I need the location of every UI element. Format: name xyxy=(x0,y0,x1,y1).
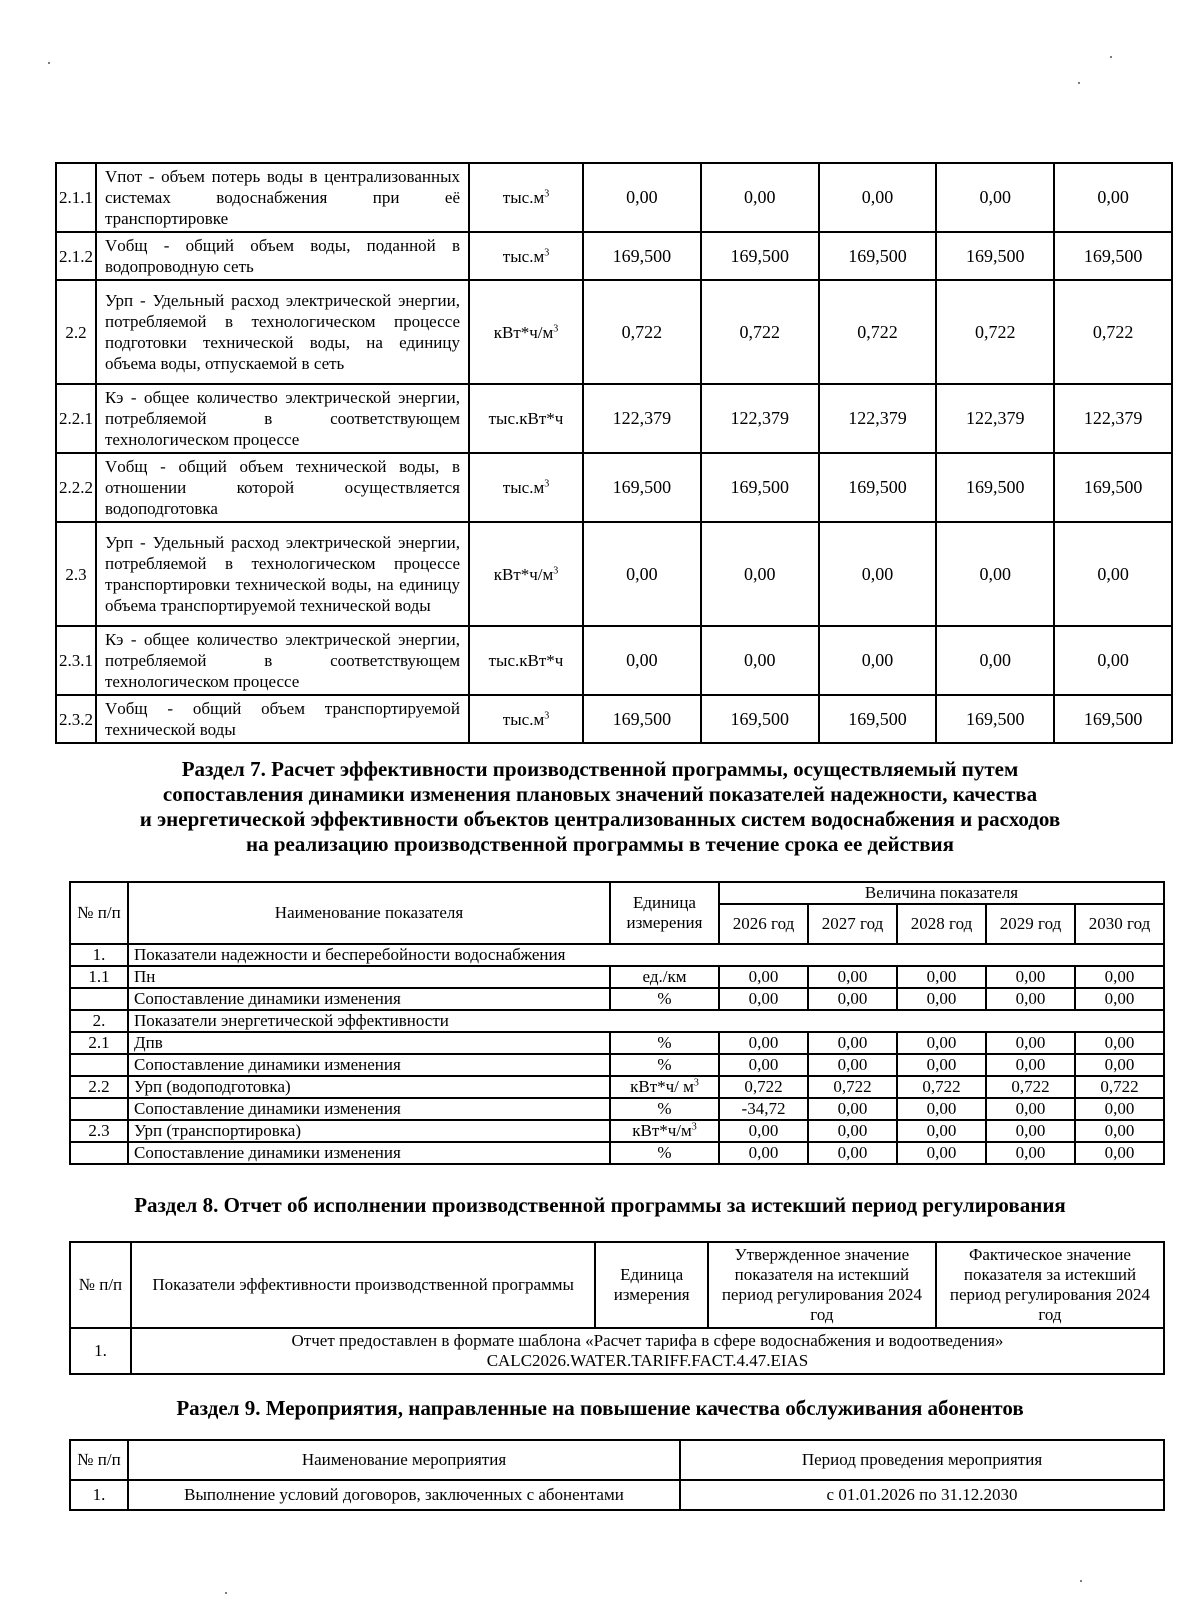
indicators-table-body xyxy=(56,163,1172,743)
row-value: 0,00 xyxy=(701,522,819,626)
indicator-value: 0,00 xyxy=(897,1032,986,1054)
indicator-value: 0,00 xyxy=(986,966,1075,988)
unit-text: % xyxy=(657,1055,672,1074)
indicator-value: 0,00 xyxy=(897,1054,986,1076)
table-row xyxy=(56,384,1172,453)
row-unit xyxy=(469,522,583,626)
indicator-value: 0,00 xyxy=(719,988,808,1010)
section7-efficiency-table xyxy=(69,881,1165,1165)
header-year: 2026 год xyxy=(719,904,808,944)
row-value: 169,500 xyxy=(819,232,937,280)
row-num: 2.3 xyxy=(56,522,96,626)
section8-title: Раздел 8. Отчет об исполнении производственной программы за истекший период регулирования xyxy=(134,1193,1066,1217)
indicator-value: 0,00 xyxy=(986,1032,1075,1054)
unit-superscript: 3 xyxy=(691,1121,697,1133)
header-period: Период проведения мероприятия xyxy=(680,1440,1164,1480)
row-unit xyxy=(469,163,583,232)
unit-superscript: 3 xyxy=(544,478,550,490)
row-value: 0,00 xyxy=(583,522,701,626)
section7-title-line: и энергетической эффективности объектов централизованных систем водоснабжения и расходов xyxy=(139,807,1061,831)
header-year: 2030 год xyxy=(1075,904,1164,944)
row-value: 169,500 xyxy=(583,232,701,280)
row-value: 0,722 xyxy=(936,280,1054,384)
header-unit: Единица измерения xyxy=(610,882,719,944)
unit-text: кВт*ч/м xyxy=(493,322,554,342)
indicator-value: 0,00 xyxy=(808,988,897,1010)
header-year: 2029 год xyxy=(986,904,1075,944)
table-row xyxy=(56,453,1172,522)
header-unit: Единица измерения xyxy=(595,1242,707,1328)
indicator-value: 0,00 xyxy=(1075,1098,1164,1120)
indicator-value: 0,00 xyxy=(897,1098,986,1120)
row-value: 0,722 xyxy=(583,280,701,384)
header-num: № п/п xyxy=(70,1242,131,1328)
group-row xyxy=(70,1010,1164,1032)
row-num xyxy=(70,1098,128,1120)
unit-text: тыс.м xyxy=(502,246,545,266)
measure-period: с 01.01.2026 по 31.12.2030 xyxy=(680,1480,1164,1510)
indicator-value: 0,00 xyxy=(719,1120,808,1142)
row-value: 0,00 xyxy=(701,163,819,232)
row-value: 169,500 xyxy=(819,453,937,522)
row-value: 0,00 xyxy=(819,626,937,695)
indicator-value: 0,00 xyxy=(719,1032,808,1054)
unit-text: ед./км xyxy=(642,967,687,986)
row-num: 1. xyxy=(70,1328,131,1374)
row-description: Урп - Удельный расход электрической энергии, потребляемой в технологическом процессе подготовки технической воды, на единицу объема воды, отпускаемой в сеть xyxy=(96,280,469,384)
indicator-value: 0,00 xyxy=(1075,1054,1164,1076)
indicator-value: 0,722 xyxy=(719,1076,808,1098)
section7-table-body xyxy=(70,944,1164,1164)
row-unit xyxy=(469,232,583,280)
row-value: 169,500 xyxy=(1054,453,1172,522)
indicator-unit xyxy=(610,1142,719,1164)
row-unit xyxy=(469,695,583,743)
indicator-name: Сопоставление динамики изменения xyxy=(128,988,610,1010)
table-row xyxy=(70,1054,1164,1076)
row-num: 1. xyxy=(70,944,128,966)
indicator-unit xyxy=(610,988,719,1010)
unit-superscript: 3 xyxy=(553,322,559,334)
section8-report-table xyxy=(69,1241,1165,1375)
unit-text: % xyxy=(657,989,672,1008)
row-value: 0,00 xyxy=(1054,522,1172,626)
row-description: Урп - Удельный расход электрической энергии, потребляемой в технологическом процессе транспортировки технической воды, на единицу объема транспортируемой технической воды xyxy=(96,522,469,626)
table-row xyxy=(56,280,1172,384)
group-row xyxy=(70,944,1164,966)
scan-speck xyxy=(1078,82,1080,84)
header-num: № п/п xyxy=(70,882,128,944)
row-value: 0,00 xyxy=(936,163,1054,232)
row-value: 0,00 xyxy=(583,626,701,695)
row-num: 2. xyxy=(70,1010,128,1032)
indicator-value: 0,00 xyxy=(1075,988,1164,1010)
row-value: 169,500 xyxy=(701,453,819,522)
unit-superscript: 3 xyxy=(544,246,550,258)
unit-text: кВт*ч/м xyxy=(493,564,554,584)
table-row xyxy=(70,1032,1164,1054)
section9-measures-table xyxy=(69,1439,1165,1511)
row-description: Vобщ - общий объем воды, поданной в водопроводную сеть xyxy=(96,232,469,280)
indicator-value: 0,00 xyxy=(1075,966,1164,988)
row-unit xyxy=(469,384,583,453)
row-num xyxy=(70,988,128,1010)
row-num xyxy=(70,1054,128,1076)
indicator-name: Сопоставление динамики изменения xyxy=(128,1142,610,1164)
row-value: 0,00 xyxy=(583,163,701,232)
row-num xyxy=(70,1142,128,1164)
row-num: 2.2 xyxy=(56,280,96,384)
indicator-name: Дпв xyxy=(128,1032,610,1054)
table-row xyxy=(70,1142,1164,1164)
unit-superscript: 3 xyxy=(544,709,550,721)
header-measure-name: Наименование мероприятия xyxy=(128,1440,680,1480)
table-row xyxy=(70,1076,1164,1098)
header-year: 2027 год xyxy=(808,904,897,944)
row-value: 0,722 xyxy=(819,280,937,384)
row-value: 169,500 xyxy=(936,695,1054,743)
indicator-unit xyxy=(610,1076,719,1098)
row-num: 2.2.1 xyxy=(56,384,96,453)
row-value: 169,500 xyxy=(1054,695,1172,743)
header-value-group: Величина показателя xyxy=(719,882,1164,904)
indicator-value: 0,00 xyxy=(897,966,986,988)
indicator-value: 0,00 xyxy=(719,1054,808,1076)
indicator-unit xyxy=(610,966,719,988)
indicator-value: 0,00 xyxy=(808,966,897,988)
section9-title: Раздел 9. Мероприятия, направленные на повышение качества обслуживания абонентов xyxy=(176,1396,1024,1420)
row-value: 0,00 xyxy=(1054,626,1172,695)
row-value: 169,500 xyxy=(701,232,819,280)
row-value: 0,722 xyxy=(701,280,819,384)
indicator-value: 0,00 xyxy=(1075,1120,1164,1142)
unit-text: % xyxy=(657,1099,672,1118)
indicator-value: 0,00 xyxy=(986,1098,1075,1120)
header-indicator-name: Наименование показателя xyxy=(128,882,610,944)
row-unit xyxy=(469,626,583,695)
row-value: 122,379 xyxy=(701,384,819,453)
group-title: Показатели надежности и бесперебойности водоснабжения xyxy=(128,944,1164,966)
indicator-value: 0,00 xyxy=(986,1120,1075,1142)
table-row xyxy=(56,695,1172,743)
table-row xyxy=(70,966,1164,988)
row-unit xyxy=(469,453,583,522)
row-value: 169,500 xyxy=(936,232,1054,280)
row-description: Кэ - общее количество электрической энергии, потребляемой в соответствующем технологическом процессе xyxy=(96,384,469,453)
row-num: 2.1.1 xyxy=(56,163,96,232)
indicator-value: 0,00 xyxy=(1075,1142,1164,1164)
row-description: Кэ - общее количество электрической энергии, потребляемой в соответствующем технологическом процессе xyxy=(96,626,469,695)
row-value: 0,00 xyxy=(936,626,1054,695)
unit-superscript: 3 xyxy=(553,564,559,576)
row-value: 169,500 xyxy=(701,695,819,743)
indicator-value: 0,722 xyxy=(986,1076,1075,1098)
scan-speck xyxy=(48,62,50,64)
row-num: 2.3.1 xyxy=(56,626,96,695)
unit-text: кВт*ч/м xyxy=(632,1121,692,1140)
measure-name: Выполнение условий договоров, заключенных с абонентами xyxy=(128,1480,680,1510)
table-row xyxy=(70,1120,1164,1142)
indicator-value: 0,00 xyxy=(808,1032,897,1054)
row-value: 169,500 xyxy=(583,453,701,522)
table-row xyxy=(56,232,1172,280)
indicator-value: 0,00 xyxy=(897,1142,986,1164)
row-value: 0,00 xyxy=(819,522,937,626)
row-value: 0,00 xyxy=(701,626,819,695)
row-value: 122,379 xyxy=(819,384,937,453)
row-unit xyxy=(469,280,583,384)
report-note-line: Отчет предоставлен в формате шаблона «Расчет тарифа в сфере водоснабжения и водоотведения» xyxy=(291,1331,1004,1350)
scan-speck xyxy=(225,1592,227,1594)
row-num: 1.1 xyxy=(70,966,128,988)
indicator-unit xyxy=(610,1054,719,1076)
unit-text: тыс.кВт*ч xyxy=(488,409,564,428)
scan-speck xyxy=(1080,1580,1082,1582)
indicator-name: Сопоставление динамики изменения xyxy=(128,1054,610,1076)
row-num: 2.2 xyxy=(70,1076,128,1098)
unit-superscript: 3 xyxy=(544,188,550,200)
indicator-value: 0,00 xyxy=(719,966,808,988)
indicator-name: Пн xyxy=(128,966,610,988)
table-row xyxy=(70,988,1164,1010)
indicator-value: 0,00 xyxy=(1075,1032,1164,1054)
unit-text: кВт*ч/ м xyxy=(630,1077,694,1096)
table-row xyxy=(56,163,1172,232)
indicator-value: 0,00 xyxy=(897,988,986,1010)
row-value: 0,722 xyxy=(1054,280,1172,384)
row-num: 2.2.2 xyxy=(56,453,96,522)
unit-text: тыс.м xyxy=(502,709,545,729)
section7-heading xyxy=(40,757,1160,857)
indicator-value: -34,72 xyxy=(719,1098,808,1120)
report-note xyxy=(131,1328,1164,1374)
indicator-value: 0,722 xyxy=(1075,1076,1164,1098)
indicator-unit xyxy=(610,1120,719,1142)
indicators-table-continued xyxy=(55,162,1173,744)
unit-superscript: 3 xyxy=(693,1077,699,1089)
row-num: 2.3.2 xyxy=(56,695,96,743)
row-value: 0,00 xyxy=(819,163,937,232)
unit-text: тыс.м xyxy=(502,478,545,497)
indicator-value: 0,00 xyxy=(808,1120,897,1142)
indicator-name: Урп (транспортировка) xyxy=(128,1120,610,1142)
indicator-value: 0,00 xyxy=(808,1142,897,1164)
row-num: 2.1.2 xyxy=(56,232,96,280)
row-value: 122,379 xyxy=(1054,384,1172,453)
indicator-unit xyxy=(610,1098,719,1120)
header-num: № п/п xyxy=(70,1440,128,1480)
header-year: 2028 год xyxy=(897,904,986,944)
section7-title-line: на реализацию производственной программы в течение срока ее действия xyxy=(245,832,955,856)
header-actual-value: Фактическое значение показателя за истекший период регулирования 2024 год xyxy=(936,1242,1164,1328)
section7-title-line: Раздел 7. Расчет эффективности производственной программы, осуществляемый путем xyxy=(181,757,1019,781)
row-value: 169,500 xyxy=(583,695,701,743)
row-value: 122,379 xyxy=(583,384,701,453)
indicator-value: 0,00 xyxy=(808,1098,897,1120)
row-value: 169,500 xyxy=(819,695,937,743)
unit-text: тыс.м xyxy=(502,188,545,207)
row-value: 169,500 xyxy=(1054,232,1172,280)
indicator-value: 0,00 xyxy=(719,1142,808,1164)
row-description: Vпот - объем потерь воды в централизованных системах водоснабжения при её транспортировке xyxy=(96,163,469,232)
unit-text: % xyxy=(657,1033,672,1052)
indicator-value: 0,00 xyxy=(986,1142,1075,1164)
row-value: 0,00 xyxy=(1054,163,1172,232)
table-row xyxy=(70,1098,1164,1120)
indicator-value: 0,00 xyxy=(986,988,1075,1010)
row-description: Vобщ - общий объем технической воды, в отношении которой осуществляется водоподготовка xyxy=(96,453,469,522)
header-approved-value: Утвержденное значение показателя на истекший период регулирования 2024 год xyxy=(708,1242,936,1328)
indicator-value: 0,00 xyxy=(808,1054,897,1076)
row-description: Vобщ - общий объем транспортируемой технической воды xyxy=(96,695,469,743)
header-indicator-name: Показатели эффективности производственной программы xyxy=(131,1242,596,1328)
indicator-name: Сопоставление динамики изменения xyxy=(128,1098,610,1120)
table-row xyxy=(56,522,1172,626)
section7-title-line: сопоставления динамики изменения плановых значений показателей надежности, качества xyxy=(162,782,1038,806)
row-num: 2.1 xyxy=(70,1032,128,1054)
row-value: 169,500 xyxy=(936,453,1054,522)
unit-text: тыс.кВт*ч xyxy=(488,651,564,670)
indicator-value: 0,00 xyxy=(986,1054,1075,1076)
group-title: Показатели энергетической эффективности xyxy=(128,1010,1164,1032)
row-num: 2.3 xyxy=(70,1120,128,1142)
report-template-code: CALC2026.WATER.TARIFF.FACT.4.47.EIAS xyxy=(486,1351,809,1370)
row-value: 0,00 xyxy=(936,522,1054,626)
indicator-value: 0,00 xyxy=(897,1120,986,1142)
indicator-value: 0,722 xyxy=(897,1076,986,1098)
indicator-value: 0,722 xyxy=(808,1076,897,1098)
row-value: 122,379 xyxy=(936,384,1054,453)
row-num: 1. xyxy=(70,1480,128,1510)
indicator-name: Урп (водоподготовка) xyxy=(128,1076,610,1098)
table-row xyxy=(56,626,1172,695)
unit-text: % xyxy=(657,1143,672,1162)
indicator-unit xyxy=(610,1032,719,1054)
scan-speck xyxy=(1110,56,1112,58)
